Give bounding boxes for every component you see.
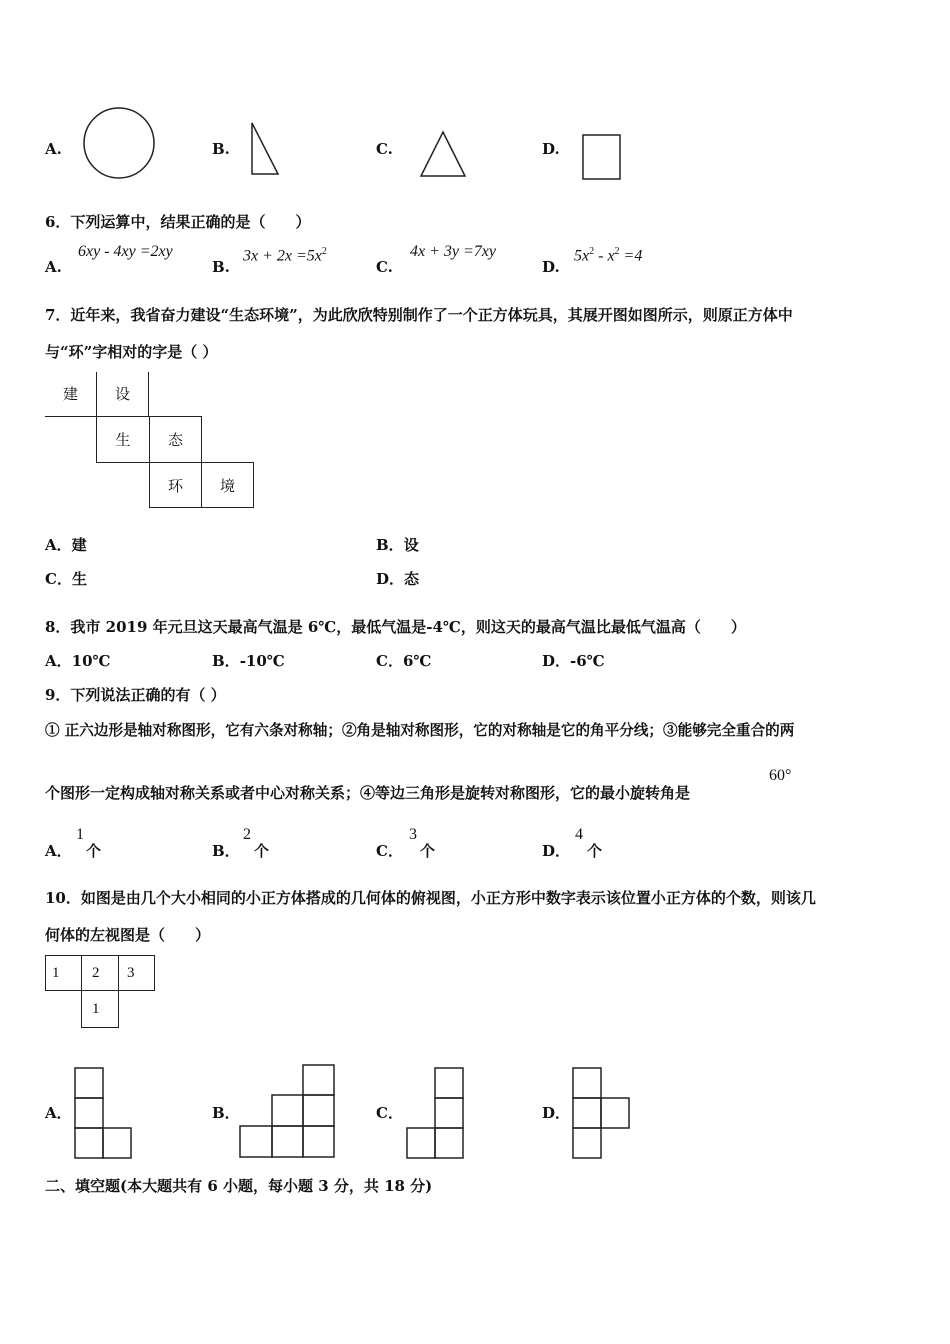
q8-option-c: C．6℃ bbox=[376, 652, 432, 670]
q6-option-a-label: A. bbox=[45, 258, 62, 276]
grid-cell-3: 3 bbox=[118, 955, 155, 991]
q6-option-d-label: D. bbox=[542, 258, 560, 276]
left-view-d bbox=[570, 1065, 632, 1161]
q7-option-b: B．设 bbox=[376, 536, 419, 554]
grid-cell-4: 1 bbox=[81, 990, 119, 1028]
q9-option-a-num: 1 bbox=[76, 826, 84, 843]
q7-option-c: C．生 bbox=[45, 570, 87, 588]
left-view-a bbox=[72, 1065, 134, 1161]
q9-statement-line2: 个图形一定构成轴对称关系或者中心对称关系；④等边三角形是旋转对称图形，它的最小旋转角是 bbox=[45, 784, 691, 802]
q6-option-b-label: B. bbox=[212, 258, 230, 276]
q10-option-a-label: A． bbox=[45, 1104, 72, 1122]
q9-stem: 9．下列说法正确的有（ ） bbox=[45, 686, 226, 704]
circle-figure bbox=[82, 106, 158, 182]
q8-option-a: A．10℃ bbox=[45, 652, 111, 670]
q6-option-a-expr: 6xy - 4xy =2xy bbox=[78, 243, 173, 260]
q9-option-b-label: B． bbox=[212, 842, 240, 860]
grid-cell-1: 1 bbox=[45, 955, 82, 991]
net-cell-5: 环 bbox=[149, 462, 202, 508]
q10-option-b-label: B． bbox=[212, 1104, 240, 1122]
grid-cell-2: 2 bbox=[81, 955, 119, 991]
q5-option-b-label: B. bbox=[212, 140, 230, 158]
net-cell-3: 生 bbox=[96, 416, 150, 463]
q7-option-a: A．建 bbox=[45, 536, 87, 554]
q6-option-d-expr: $5x^2 - x^2 =4$ bbox=[574, 246, 643, 265]
q9-angle: 60° bbox=[769, 767, 792, 784]
square-figure bbox=[580, 132, 624, 182]
q10-option-c-label: C． bbox=[376, 1104, 403, 1122]
q7-option-d: D．态 bbox=[376, 570, 420, 588]
q9-option-b-unit: 个 bbox=[254, 842, 270, 860]
q9-option-a-label: A． bbox=[45, 842, 72, 860]
q5-option-a-label: A. bbox=[45, 140, 62, 158]
q6-option-c-label: C. bbox=[376, 258, 393, 276]
net-cell-6: 境 bbox=[201, 462, 254, 508]
q7-stem-line2: 与“环”字相对的字是（ ） bbox=[45, 343, 218, 361]
q9-option-d-num: 4 bbox=[575, 826, 583, 843]
q9-option-c-unit: 个 bbox=[420, 842, 436, 860]
q9-option-a-unit: 个 bbox=[86, 842, 102, 860]
net-cell-4: 态 bbox=[149, 416, 202, 463]
q8-stem: 8．我市 2019 年元旦这天最高气温是 6℃，最低气温是-4℃，则这天的最高气温比最低气温高（ ） bbox=[45, 618, 746, 636]
q10-option-d-label: D． bbox=[542, 1104, 571, 1122]
equilateral-triangle-figure bbox=[418, 128, 470, 180]
q9-option-b-num: 2 bbox=[243, 826, 251, 843]
q5-option-d-label: D. bbox=[542, 140, 560, 158]
q5-option-c-label: C. bbox=[376, 140, 393, 158]
q7-stem-line1: 7．近年来，我省奋力建设“生态环境”，为此欣欣特别制作了一个正方体玩具，其展开图如图所示，则原正方体中 bbox=[45, 306, 793, 324]
q6-option-c-expr: 4x + 3y =7xy bbox=[410, 243, 496, 260]
q9-option-d-unit: 个 bbox=[587, 842, 603, 860]
q8-option-d: D．-6℃ bbox=[542, 652, 605, 670]
q9-statement-line1: ① 正六边形是轴对称图形，它有六条对称轴；②角是轴对称图形，它的对称轴是它的角平分线；③能够完全重合的两 bbox=[45, 722, 795, 739]
left-view-c bbox=[404, 1065, 466, 1161]
net-cell-1: 建 bbox=[45, 372, 97, 417]
q6-option-b-expr: $3x + 2x =5x^2$ bbox=[243, 246, 327, 265]
q9-option-d-label: D． bbox=[542, 842, 571, 860]
left-view-b bbox=[237, 1062, 337, 1160]
q9-option-c-label: C． bbox=[376, 842, 403, 860]
net-cell-2: 设 bbox=[96, 372, 149, 417]
q9-option-c-num: 3 bbox=[409, 826, 417, 843]
section-heading: 二、填空题(本大题共有 6 小题，每小题 3 分，共 18 分) bbox=[45, 1177, 433, 1195]
right-triangle-figure bbox=[248, 120, 282, 178]
q10-stem-line2: 何体的左视图是（ ） bbox=[45, 926, 211, 944]
q10-stem-line1: 10．如图是由几个大小相同的小正方体搭成的几何体的俯视图，小正方形中数字表示该位置小正方体的个数，则该几 bbox=[45, 889, 816, 907]
q6-stem: 6．下列运算中，结果正确的是（ ） bbox=[45, 213, 311, 231]
q8-option-b: B．-10℃ bbox=[212, 652, 285, 670]
